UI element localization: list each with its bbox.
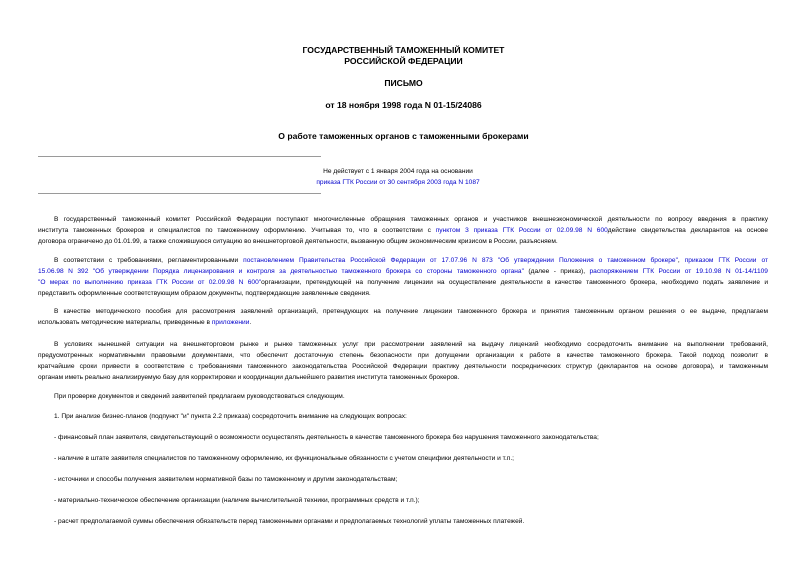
bottom-divider xyxy=(38,193,321,194)
paragraph-current-situation xyxy=(38,339,768,383)
list-item-financial-plan: - финансовый план заявителя, свидетельствующий о возможности осуществлять деятельность в качестве таможенного брокера без нарушения таможенного законодательства; xyxy=(54,434,599,441)
link-directive-1109-title[interactable]: "О мерах по выполнению приказа ГТК России от 02.09.98 N 600" xyxy=(38,279,262,286)
paragraph-intro-line3: договора ограничено до 01.01.99, а также сложившуюся ситуацию во внешнеторговой деятельности, вызванную общим экономическим кризисом в России, разъясняем. xyxy=(38,238,558,245)
paragraph-current-situation-line2: предусмотренных нормативными правовыми документами, что обеспечит достаточную степень безопасности при допущении организации к работе в качестве таможенного брокера. Такой подход позволит в xyxy=(38,352,768,359)
paragraph-requirements xyxy=(38,255,768,299)
paragraph-requirements-line1 xyxy=(38,255,768,266)
paragraph-intro xyxy=(38,214,768,247)
organization-name-line2: РОССИЙСКОЙ ФЕДЕРАЦИИ xyxy=(344,56,463,66)
document-type: ПИСЬМО xyxy=(384,78,423,88)
list-item-security-calculation: - расчет предполагаемой суммы обеспечения обязательств перед таможенными органами и предполагаемых технологий уплаты таможенных платежей. xyxy=(54,518,525,525)
link-order-600-point3[interactable]: пунктом 3 приказа ГТК России от 02.09.98 N 600 xyxy=(435,227,608,234)
link-order-392-start[interactable]: приказом ГТК России от xyxy=(684,257,768,264)
list-item-technical-support: - материально-техническое обеспечение организации (наличие вычислительной техники, программных средств и т.п.); xyxy=(54,497,420,504)
paragraph-requirements-sep: , xyxy=(677,257,680,264)
paragraph-current-situation-line1: В условиях нынешней ситуации на внешнеторговом рынке и рынке таможенных услуг при рассмотрении заявлений на выдачу лицензий необходимо сосредоточить внимание на выполнении требований, xyxy=(54,341,768,348)
paragraph-intro-line2 xyxy=(38,225,768,236)
paragraph-requirements-mid: (далее - приказ), xyxy=(528,268,586,275)
paragraph-current-situation-line4: органам иметь реально анализируемую базу для корректировки и координации дальнейшего развития института таможенных брокеров. xyxy=(38,374,460,381)
paragraph-intro-line1: В государственный таможенный комитет Российской Федерации поступают многочисленные обращения таможенных органов и участников внешнеэкономической деятельности по вопросу введения в практику xyxy=(54,216,768,223)
status-note-text: Не действует с 1 января 2004 года на основании xyxy=(323,168,473,175)
link-order-392[interactable]: 15.06.98 N 392 "Об утверждении Порядка лицензирования и контроля за деятельностью таможенного брокера со стороны таможенного органа" xyxy=(38,268,524,275)
paragraph-methodology-line1: В качестве методического пособия для рассмотрения заявлений организаций, претендующих на получение лицензии таможенного брокера и принятия таможенным органом решения о ее выдаче, предлагаем xyxy=(54,308,768,315)
top-divider xyxy=(38,156,321,157)
paragraph-business-plans: 1. При анализе бизнес-планов (подпункт "и" пункта 2.2 приказа) сосредоточить внимание на следующих вопросах: xyxy=(54,413,407,420)
document-date-number: от 18 ноября 1998 года N 01-15/24086 xyxy=(325,100,482,110)
paragraph-methodology-text: использовать методические материалы, приведенные в xyxy=(38,319,211,326)
paragraph-requirements-line4: представить оформленные соответствующим образом документы, подтверждающие заявленные сведения. xyxy=(38,290,371,297)
paragraph-requirements-lead: В соответствии с требованиями, регламентированными xyxy=(54,257,239,264)
document-title: О работе таможенных органов с таможенными брокерами xyxy=(278,131,529,141)
paragraph-requirements-line2 xyxy=(38,266,768,277)
paragraph-requirements-line3 xyxy=(38,277,768,288)
paragraph-guidance-intro: При проверке документов и сведений заявителей предлагаем руководствоваться следующим. xyxy=(54,393,345,400)
paragraph-current-situation-line3: кратчайшие сроки привести в соответствие с требованиями таможенного законодательства Российской Федерации практику деятельности посреднических структур (декларантов на основе договора), и таможенным xyxy=(38,363,768,370)
organization-name-line1: ГОСУДАРСТВЕННЫЙ ТАМОЖЕННЫЙ КОМИТЕТ xyxy=(302,45,505,55)
paragraph-methodology-tail: . xyxy=(249,319,252,326)
paragraph-intro-text: института таможенных брокеров и специалистов по таможенному оформлению. Учитывая то, что в соответствии с xyxy=(38,227,431,234)
link-directive-1109[interactable]: распоряжением ГТК России от 19.10.98 N 01-14/1109 xyxy=(589,268,768,275)
link-government-resolution-873[interactable]: постановлением Правительства Российской Федерации от 17.07.96 N 873 "Об утверждении Положения о таможенном брокере" xyxy=(243,257,678,264)
paragraph-requirements-tail: организации, претендующей на получение лицензии на осуществление деятельности в качестве таможенного брокера, необходимо подать заявление и xyxy=(261,279,768,286)
list-item-staff-specialists: - наличие в штате заявителя специалистов по таможенному оформлению, их функциональные обязанности с учетом специфики деятельности и т.п.; xyxy=(54,455,515,462)
list-item-regulatory-base: - источники и способы получения заявителем нормативной базы по таможенному и другим законодательствам; xyxy=(54,476,398,483)
link-appendix[interactable]: приложении xyxy=(211,319,250,326)
paragraph-methodology xyxy=(38,306,768,328)
paragraph-intro-tail: действие свидетельства декларантов на основе xyxy=(607,227,768,234)
paragraph-methodology-line2 xyxy=(38,317,768,328)
status-note-link[interactable]: приказа ГТК России от 30 сентября 2003 года N 1087 xyxy=(316,179,480,186)
